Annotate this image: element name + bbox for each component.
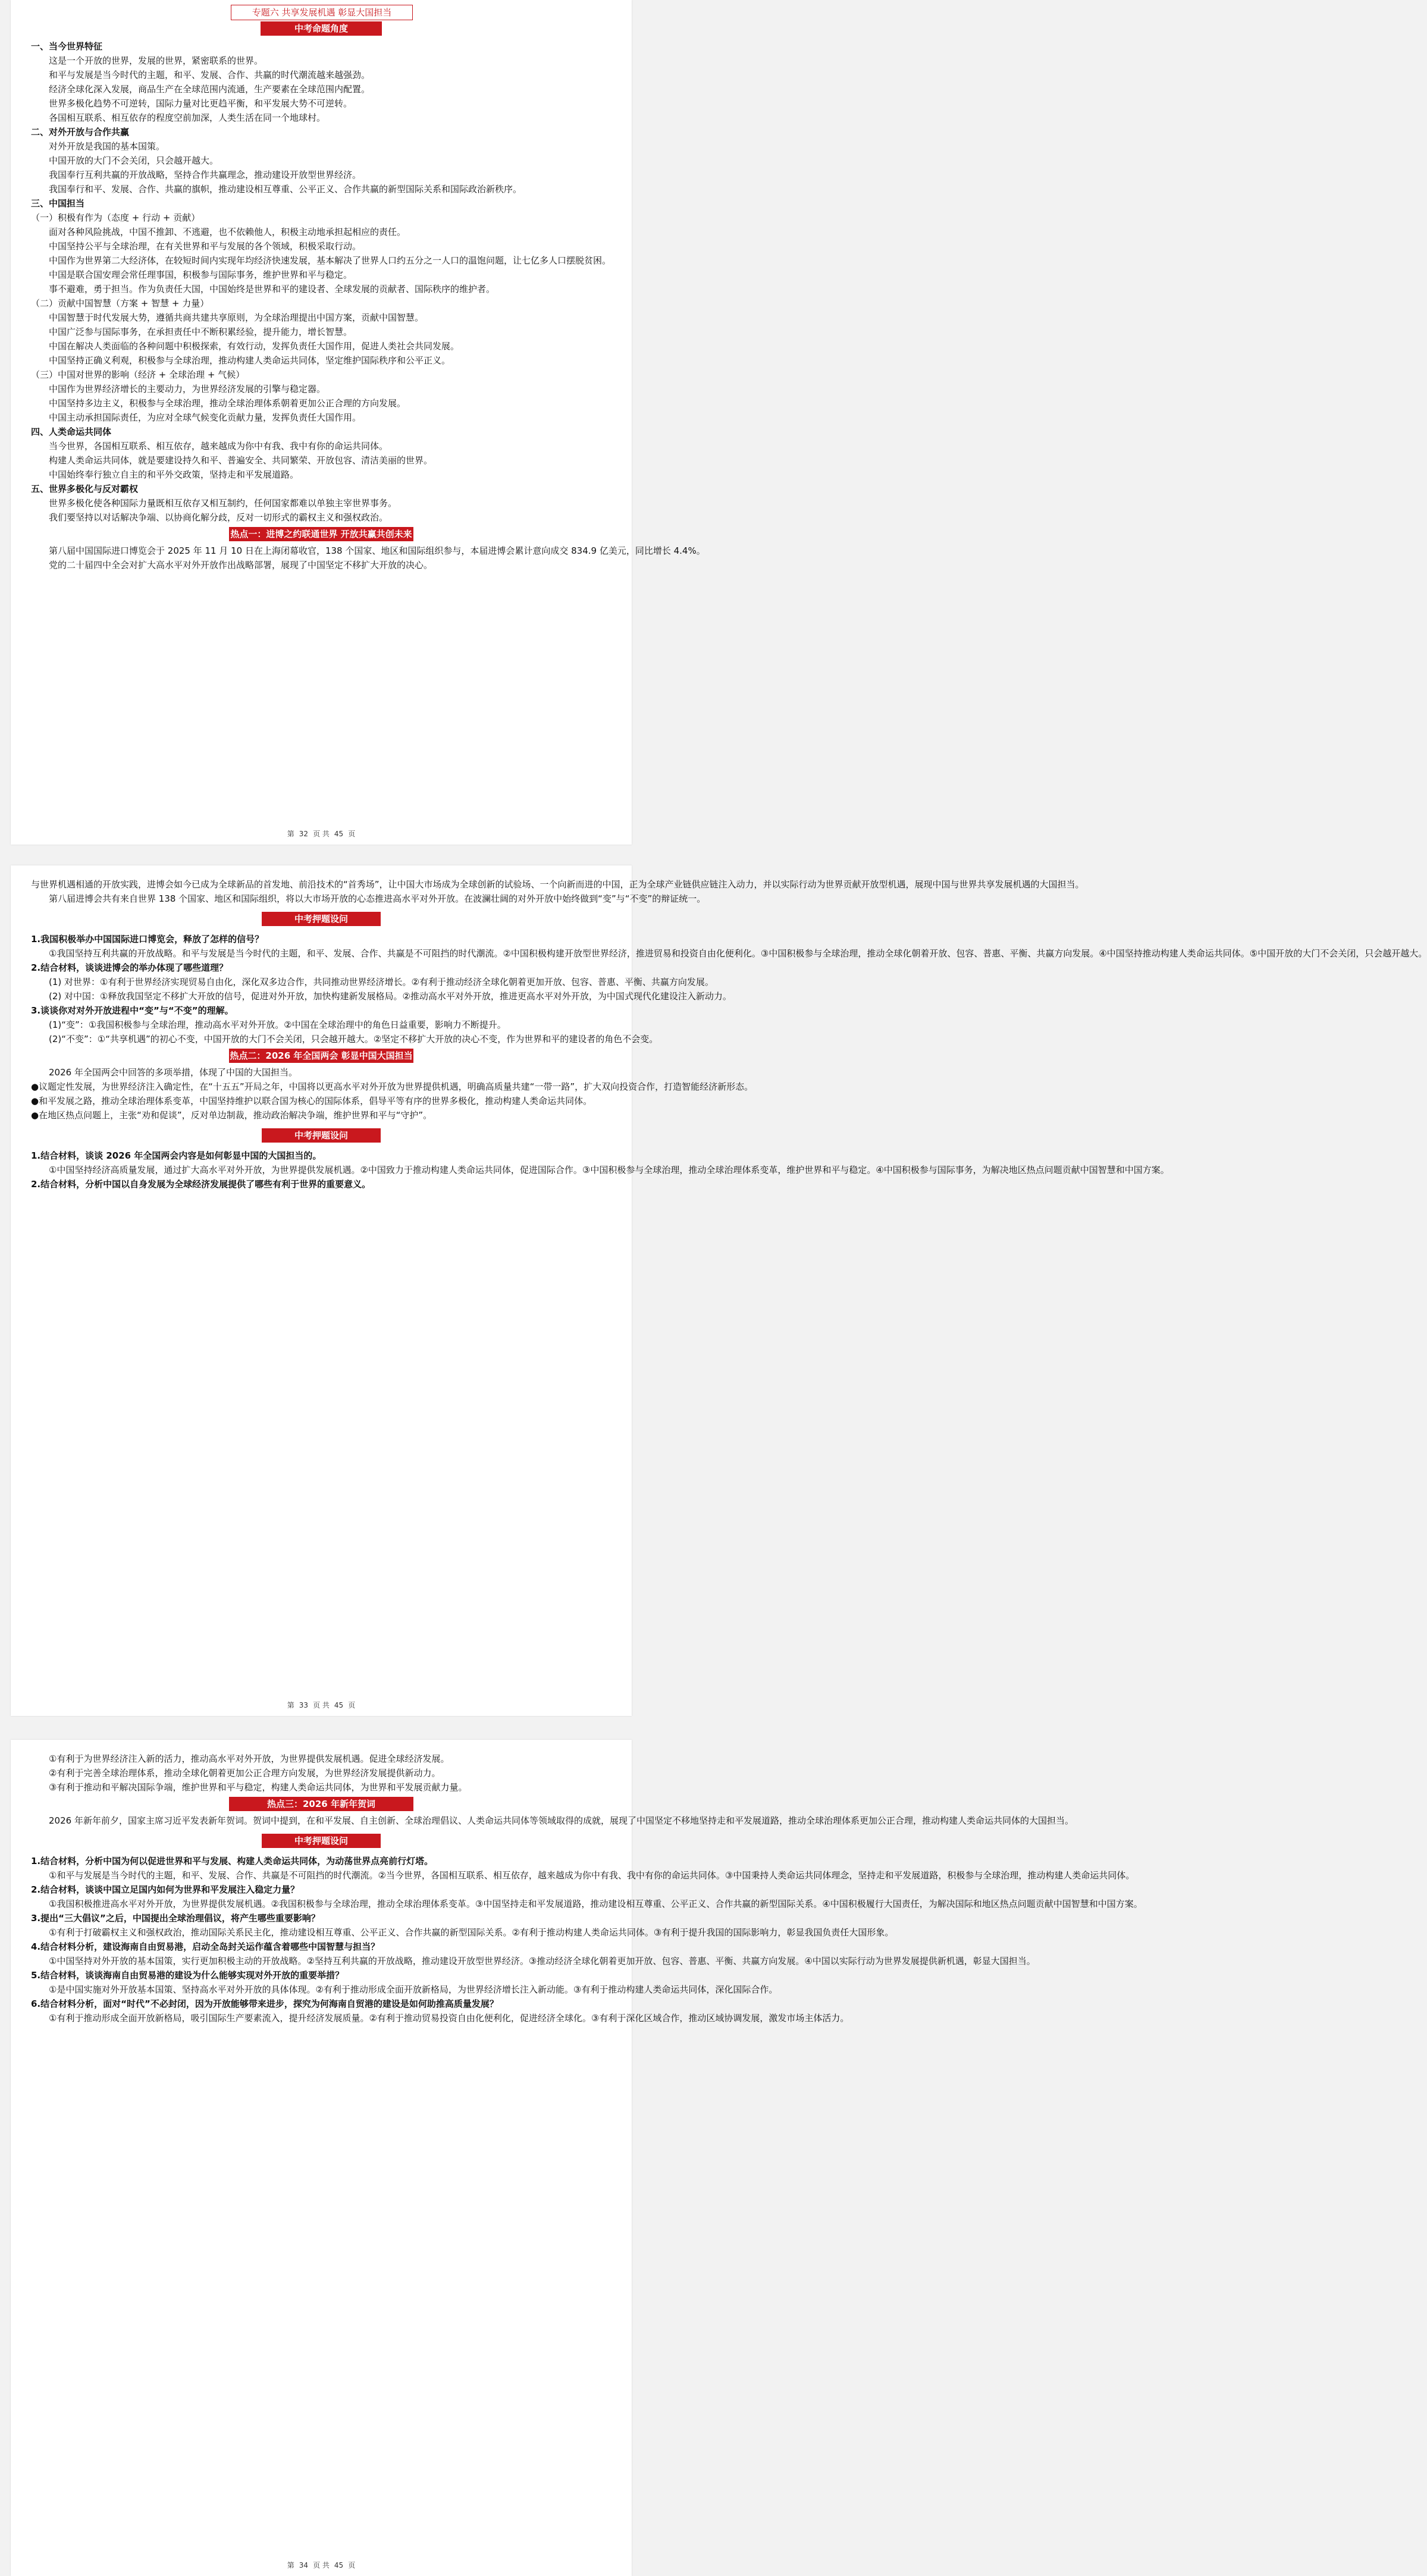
text-line: 2026 年全国两会中回答的多项举措，体现了中国的大国担当。 bbox=[49, 1067, 297, 1078]
question: 1.结合材料，谈谈 2026 年全国两会内容是如何彰显中国的大国担当的。 bbox=[31, 1150, 322, 1161]
page-total: 45 bbox=[334, 2561, 344, 2569]
heading: 四、人类命运共同体 bbox=[31, 426, 112, 437]
text-line: 中国开放的大门不会关闭，只会越开越大。 bbox=[49, 155, 219, 166]
answer: ①和平与发展是当今时代的主题，和平、发展、合作、共赢是不可阻挡的时代潮流。②当今世界，各国相互联系、相互依存，越来越成为你中有我、我中有你的命运共同体。③中国秉持人类命运共同体理念，坚持走和平发展道路，积极参与全球治理，推动构建人类命运共同体。 bbox=[49, 1870, 1135, 1881]
text-line: 2026 年新年前夕，国家主席习近平发表新年贺词。贺词中提到，在和平发展、自主创新、全球治理倡议、人类命运共同体等领域取得的成就，展现了中国坚定不移地坚持走和平发展道路，推动全球治理体系更加公正合理，推动构建人类命运共同体的大国担当。 bbox=[49, 1815, 1074, 1826]
document-page-34 bbox=[11, 1740, 1143, 2576]
text-line: ●和平发展之路，推动全球治理体系变革，中国坚持维护以联合国为核心的国际体系，倡导平等有序的世界多极化，推动构建人类命运共同体。 bbox=[31, 1096, 592, 1106]
page-total: 45 bbox=[334, 830, 344, 838]
page-footer: 第 33 页 共 45 页 bbox=[287, 1701, 356, 1709]
answer: (2) 对中国：①释放我国坚定不移扩大开放的信号，促进对外开放，加快构建新发展格局。②推动高水平对外开放，推进更高水平对外开放，为中国式现代化建设注入新动力。 bbox=[49, 991, 732, 1002]
text-line: 中国作为世界经济增长的主要动力，为世界经济发展的引擎与稳定器。 bbox=[49, 384, 326, 394]
question: 1.我国积极举办中国国际进口博览会，释放了怎样的信号？ bbox=[31, 934, 264, 945]
hot-topic-banner: 热点三：2026 年新年贺词 bbox=[229, 1797, 413, 1811]
question: 3.谈谈你对对外开放进程中“变”与“不变”的理解。 bbox=[31, 1005, 234, 1016]
text-line: ●在地区热点问题上，主张“劝和促谈”，反对单边制裁，推动政治解决争端，维护世界和平与“守护”。 bbox=[31, 1110, 432, 1121]
text-line: 经济全球化深入发展，商品生产在全球范围内流通，生产要素在全球范围内配置。 bbox=[49, 84, 371, 95]
heading: 一、当今世界特征 bbox=[31, 41, 103, 52]
page-footer: 第 34 页 共 45 页 bbox=[287, 2561, 356, 2569]
question: 5.结合材料，谈谈海南自由贸易港的建设为什么能够实现对外开放的重要举措？ bbox=[31, 1970, 344, 1981]
document-page-32 bbox=[11, 0, 705, 845]
page-number: 34 bbox=[299, 2561, 309, 2569]
answer: ①有利于推动形成全面开放新格局，吸引国际生产要素流入，提升经济发展质量。②有利于推动贸易投资自由化便利化，促进经济全球化。③有利于深化区域合作，推动区域协调发展，激发市场主体活力。 bbox=[49, 2013, 849, 2023]
answer: (2)“不变”：①“共享机遇”的初心不变，中国开放的大门不会关闭，只会越开越大。②坚定不移扩大开放的决心不变，作为世界和平的建设者的角色不会变。 bbox=[49, 1034, 658, 1044]
text-line: 中国在解决人类面临的各种问题中积极探索，有效行动，发挥负责任大国作用，促进人类社会共同发展。 bbox=[49, 341, 460, 352]
answer: ①中国坚持经济高质量发展，通过扩大高水平对外开放，为世界提供发展机遇。②中国致力于推动构建人类命运共同体，促进国际合作。③中国积极参与全球治理，推动全球治理体系变革，维护世界和平与稳定。④中国积极参与国际事务，为解决地区热点问题贡献中国智慧和中国方案。 bbox=[49, 1165, 1169, 1175]
text-line: 中国是联合国安理会常任理事国，积极参与国际事务，维护世界和平与稳定。 bbox=[49, 269, 353, 280]
page-title: 专题六 共享发展机遇 彰显大国担当 bbox=[231, 5, 413, 20]
text-line: 中国主动承担国际责任，为应对全球气候变化贡献力量，发挥负责任大国作用。 bbox=[49, 412, 362, 423]
text-line: 第八届中国国际进口博览会于 2025 年 11 月 10 日在上海闭幕收官，138 个国家、地区和国际组织参与，本届进博会累计意向成交 834.9 亿美元，同比增长 4.4%。 bbox=[49, 545, 705, 556]
question: 1.结合材料，分析中国为何以促进世界和平与发展、构建人类命运共同体，为动荡世界点亮前行灯塔。 bbox=[31, 1856, 434, 1866]
answer: ①我国坚持互利共赢的开放战略。和平与发展是当今时代的主题，和平、发展、合作、共赢是不可阻挡的时代潮流。②中国积极构建开放型世界经济，推进贸易和投资自由化便利化。③中国积极参与全球治理，推动全球化朝着开放、包容、普惠、平衡、共赢方向发展。④中国坚持推动构建人类命运共同体。⑤中国开放的大门不会关闭，只会越开越大。 bbox=[49, 948, 1427, 959]
hot-topic-banner: 热点一：进博之约联通世界 开放共赢共创未来 bbox=[229, 527, 413, 541]
subheading: （二）贡献中国智慧（方案 + 智慧 + 力量） bbox=[31, 298, 209, 309]
text-line: 党的二十届四中全会对扩大高水平对外开放作出战略部署，展现了中国坚定不移扩大开放的决心。 bbox=[49, 560, 433, 570]
text-line: 中国广泛参与国际事务，在承担责任中不断积累经验，提升能力，增长智慧。 bbox=[49, 327, 353, 337]
text-line: 事不避难，勇于担当。作为负责任大国，中国始终是世界和平的建设者、全球发展的贡献者、国际秩序的维护者。 bbox=[49, 284, 495, 294]
text-line: 和平与发展是当今时代的主题，和平、发展、合作、共赢的时代潮流越来越强劲。 bbox=[49, 70, 371, 80]
hot-topic-banner: 热点二：2026 年全国两会 彰显中国大国担当 bbox=[229, 1049, 413, 1063]
text-line: 中国坚持公平与全球治理，在有关世界和平与发展的各个领域，积极采取行动。 bbox=[49, 241, 362, 252]
question: 2.结合材料，谈谈中国立足国内如何为世界和平发展注入稳定力量？ bbox=[31, 1884, 300, 1895]
question: 2.结合材料，分析中国以自身发展为全球经济发展提供了哪些有利于世界的重要意义。 bbox=[31, 1179, 371, 1190]
text-line: 中国坚持正确义利观，积极参与全球治理，推动构建人类命运共同体，坚定维护国际秩序和公平正义。 bbox=[49, 355, 451, 366]
answer: ①我国积极推进高水平对外开放，为世界提供发展机遇。②我国积极参与全球治理，推动全球治理体系变革。③中国坚持走和平发展道路，推动建设相互尊重、公平正义、合作共赢的新型国际关系。④中国积极履行大国责任，为解决国际和地区热点问题贡献中国智慧和中国方案。 bbox=[49, 1899, 1143, 1909]
answer: ①有利于打破霸权主义和强权政治，推动国际关系民主化，推动建设相互尊重、公平正义、合作共赢的新型国际关系。②有利于推动构建人类命运共同体。③有利于提升我国的国际影响力，彰显我国负责任大国形象。 bbox=[49, 1927, 894, 1938]
text-line: 我国奉行和平、发展、合作、共赢的旗帜，推动建设相互尊重、公平正义、合作共赢的新型国际关系和国际政治新秩序。 bbox=[49, 184, 522, 194]
text-line: 世界多极化使各种国际力量既相互依存又相互制约，任何国家都难以单独主宰世界事务。 bbox=[49, 498, 397, 509]
answer: ①中国坚持对外开放的基本国策，实行更加积极主动的开放战略。②坚持互利共赢的开放战略，推动建设开放型世界经济。③推动经济全球化朝着更加开放、包容、普惠、平衡、共赢方向发展。④中国以实际行动为世界发展提供新机遇，彰显大国担当。 bbox=[49, 1956, 1036, 1966]
text-line: 对外开放是我国的基本国策。 bbox=[49, 141, 165, 152]
subheading: （三）中国对世界的影响（经济 + 全球治理 + 气候） bbox=[31, 369, 245, 380]
question: 3.提出“三大倡议”之后，中国提出全球治理倡议，将产生哪些重要影响？ bbox=[31, 1913, 320, 1924]
document-page-33 bbox=[11, 865, 1427, 1716]
question: 6.结合材料分析，面对“时代”不必封闭，因为开放能够带来进步，探究为何海南自贸港的建设是如何助推高质量发展？ bbox=[31, 1998, 498, 2009]
text-line: 我国奉行互利共赢的开放战略，坚持合作共赢理念，推动建设开放型世界经济。 bbox=[49, 170, 362, 180]
text-line: ●议题定性发展，为世界经济注入确定性，在“十五五”开局之年，中国将以更高水平对外开放为世界提供机遇，明确高质量共建“一带一路”，扩大双向投资合作，打造智能经济新形态。 bbox=[31, 1081, 754, 1092]
page-body bbox=[31, 1752, 1143, 2025]
answer: (1) 对世界：①有利于世界经济实现贸易自由化，深化双多边合作，共同推动世界经济增长。②有利于推动经济全球化朝着更加开放、包容、普惠、平衡、共赢方向发展。 bbox=[49, 977, 714, 987]
subheading: （一）积极有作为（态度 + 行动 + 贡献） bbox=[31, 212, 200, 223]
answer: (1)“变”：①我国积极参与全球治理，推动高水平对外开放。②中国在全球治理中的角色日益重要，影响力不断提升。 bbox=[49, 1019, 506, 1030]
text-line: 世界多极化趋势不可逆转，国际力量对比更趋平衡，和平发展大势不可逆转。 bbox=[49, 98, 353, 109]
page-number: 32 bbox=[299, 830, 309, 838]
text-line: 这是一个开放的世界，发展的世界，紧密联系的世界。 bbox=[49, 55, 264, 66]
page-footer: 第 32 页 共 45 页 bbox=[287, 830, 356, 838]
page-body bbox=[31, 877, 1427, 1191]
text-line: 与世界机遇相通的开放实践，进博会如今已成为全球新品的首发地、前沿技术的“首秀场”，让中国大市场成为全球创新的试验场、一个向新而进的中国，正为全球产业链供应链注入动力，并以实际行动为世界贡献开放型机遇，展现中国与世界共享发展机遇的大国担当。 bbox=[31, 879, 1084, 890]
exam-question-banner: 中考押题设问 bbox=[262, 1128, 381, 1143]
heading: 五、世界多极化与反对霸权 bbox=[31, 484, 139, 494]
answer: ③有利于推动和平解决国际争端，维护世界和平与稳定，构建人类命运共同体，为世界和平发展贡献力量。 bbox=[49, 1782, 468, 1793]
text-line: 我们要坚持以对话解决争端、以协商化解分歧，反对一切形式的霸权主义和强权政治。 bbox=[49, 512, 388, 523]
text-line: 中国作为世界第二大经济体，在较短时间内实现年均经济快速发展，基本解决了世界人口约五分之一人口的温饱问题，让七亿多人口摆脱贫困。 bbox=[49, 255, 611, 266]
text-line: 构建人类命运共同体，就是要建设持久和平、普遍安全、共同繁荣、开放包容、清洁美丽的世界。 bbox=[49, 455, 433, 466]
text-line: 面对各种风险挑战，中国不推卸、不逃避，也不依赖他人，积极主动地承担起相应的责任。 bbox=[49, 227, 406, 237]
exam-question-banner: 中考押题设问 bbox=[262, 1834, 381, 1848]
text-line: 中国智慧于时代发展大势，遵循共商共建共享原则，为全球治理提出中国方案，贡献中国智慧。 bbox=[49, 312, 424, 323]
answer: ①有利于为世界经济注入新的活力，推动高水平对外开放，为世界提供发展机遇。促进全球经济发展。 bbox=[49, 1753, 450, 1764]
heading: 二、对外开放与合作共赢 bbox=[31, 127, 130, 137]
exam-question-banner: 中考押题设问 bbox=[262, 912, 381, 926]
section-banner: 中考命题角度 bbox=[261, 21, 382, 36]
question: 4.结合材料分析，建设海南自由贸易港，启动全岛封关运作蕴含着哪些中国智慧与担当？ bbox=[31, 1941, 380, 1952]
answer: ②有利于完善全球治理体系，推动全球化朝着更加公正合理方向发展，为世界经济发展提供新动力。 bbox=[49, 1768, 441, 1778]
text-line: 第八届进博会共有来自世界 138 个国家、地区和国际组织，将以大市场开放的心态推进高水平对外开放。在波澜壮阔的对外开放中始终做到“变”与“不变”的辩证统一。 bbox=[49, 893, 706, 904]
page-number: 33 bbox=[299, 1701, 309, 1709]
question: 2.结合材料，谈谈进博会的举办体现了哪些道理？ bbox=[31, 962, 228, 973]
page-body bbox=[31, 39, 705, 572]
text-line: 中国始终奉行独立自主的和平外交政策，坚持走和平发展道路。 bbox=[49, 469, 299, 480]
text-line: 各国相互联系、相互依存的程度空前加深，人类生活在同一个地球村。 bbox=[49, 112, 326, 123]
heading: 三、中国担当 bbox=[31, 198, 85, 209]
page-total: 45 bbox=[334, 1701, 344, 1709]
answer: ①是中国实施对外开放基本国策、坚持高水平对外开放的具体体现。②有利于推动形成全面开放新格局，为世界经济增长注入新动能。③有利于推动构建人类命运共同体，深化国际合作。 bbox=[49, 1984, 778, 1995]
text-line: 当今世界，各国相互联系、相互依存，越来越成为你中有我、我中有你的命运共同体。 bbox=[49, 441, 388, 451]
text-line: 中国坚持多边主义，积极参与全球治理，推动全球治理体系朝着更加公正合理的方向发展。 bbox=[49, 398, 406, 409]
